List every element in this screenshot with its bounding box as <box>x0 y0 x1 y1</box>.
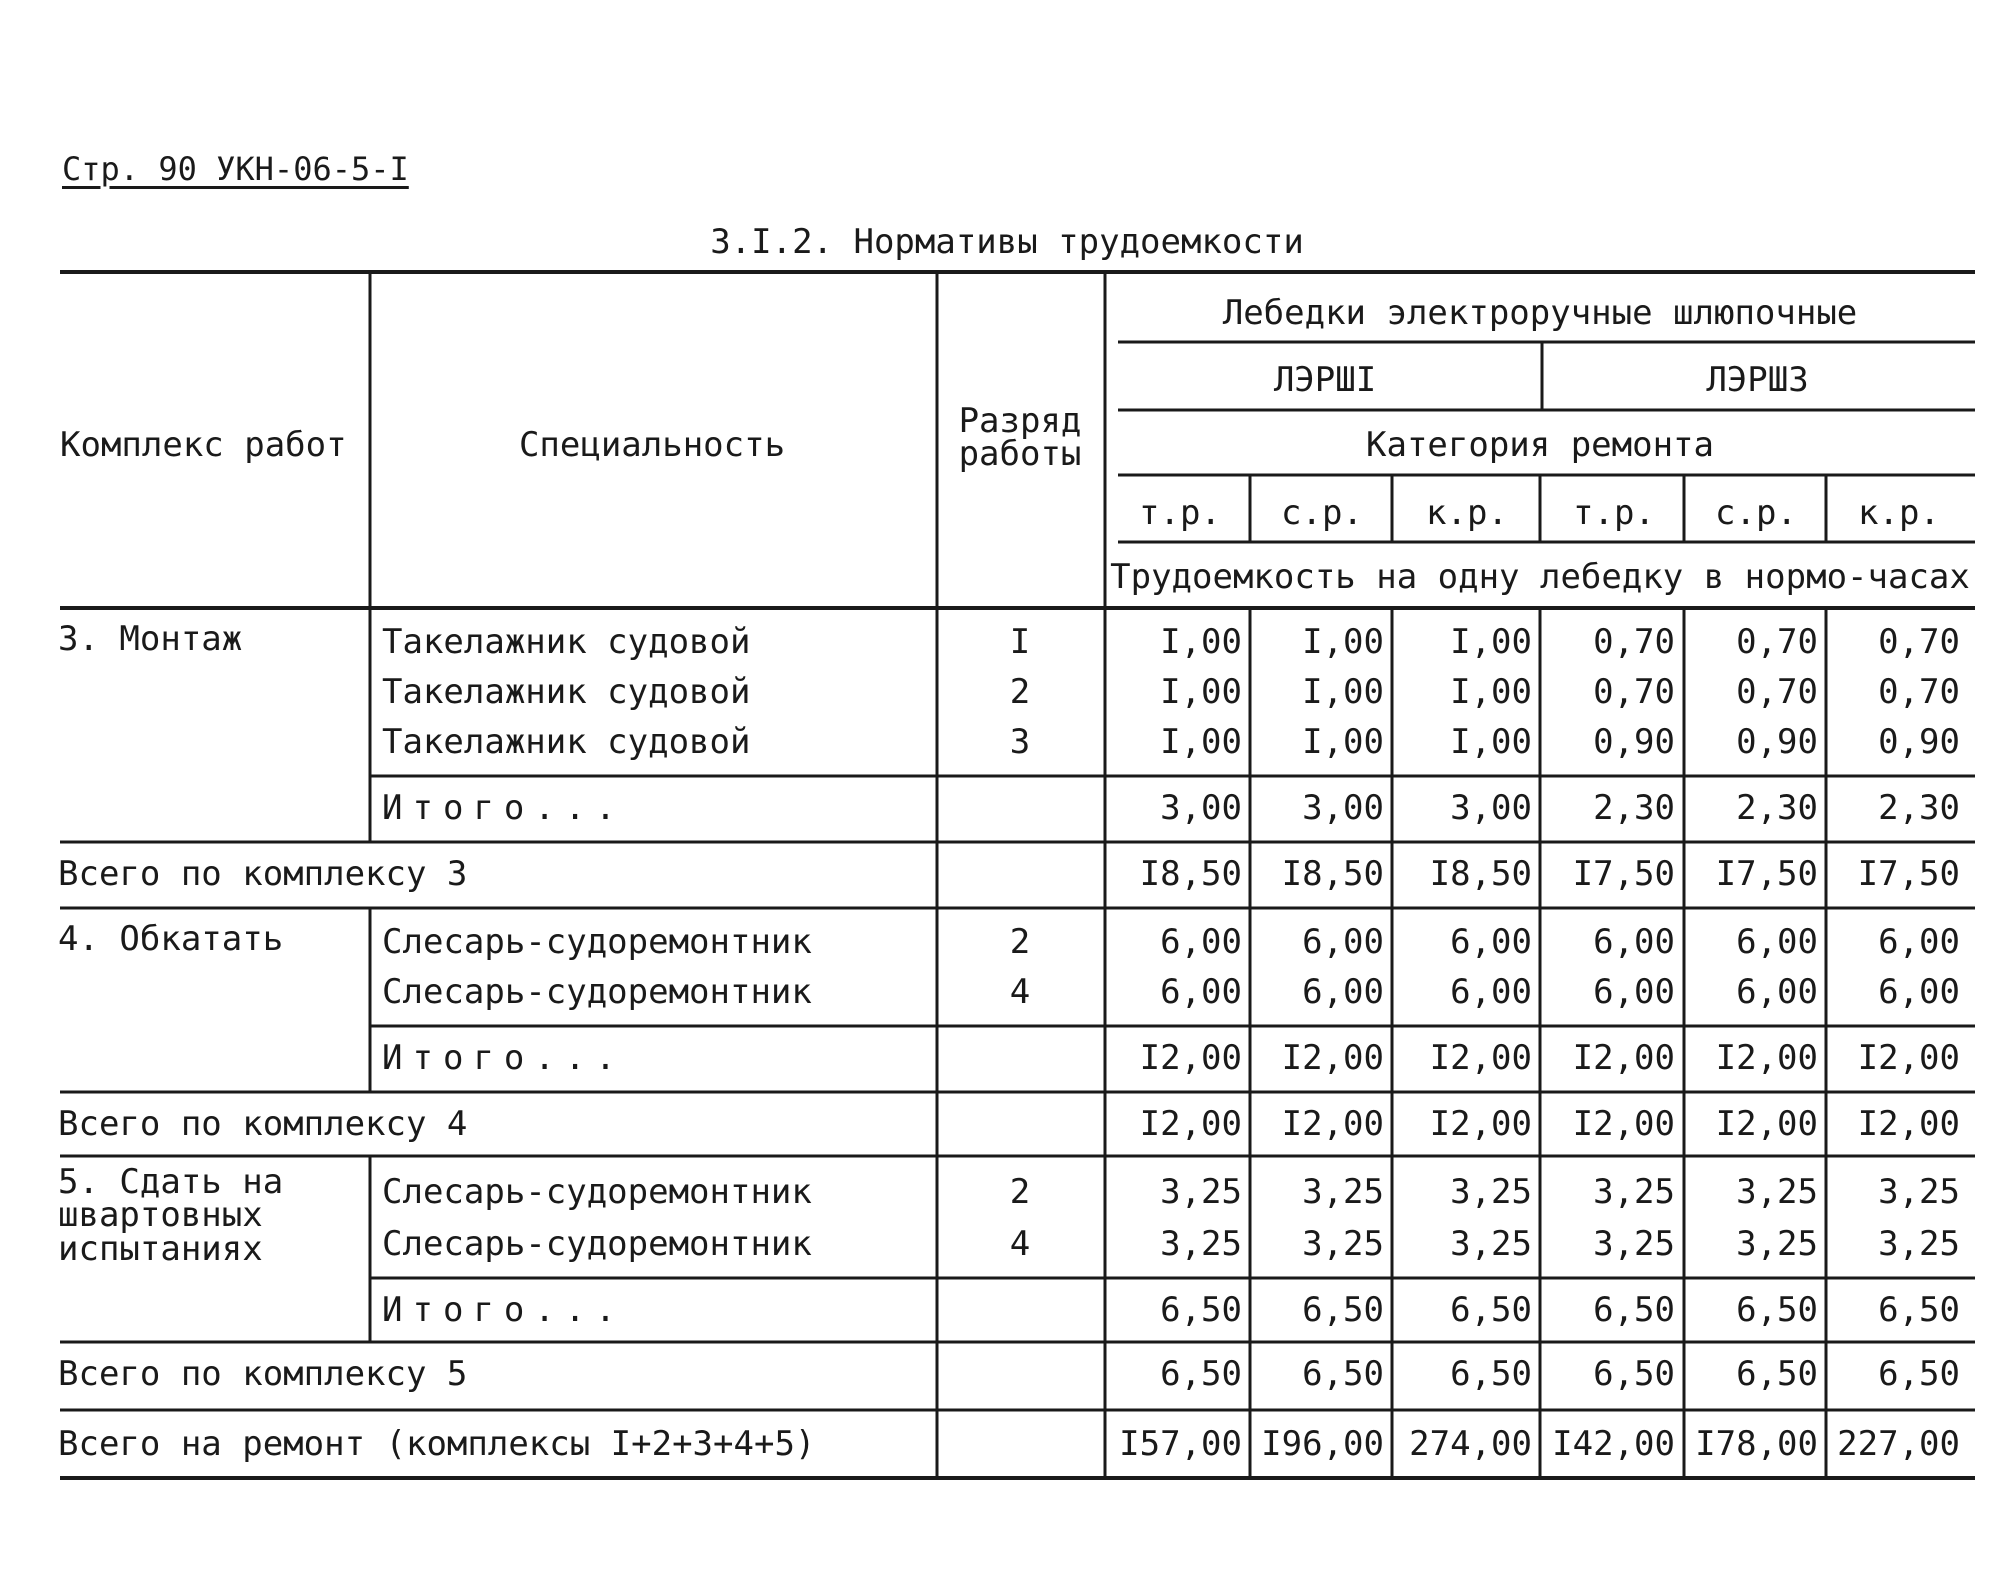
subtotal-value: 3,00 <box>1302 788 1384 828</box>
complex-total-value: I8,50 <box>1281 854 1384 894</box>
subtotal-value: I2,00 <box>1281 1038 1384 1078</box>
value-cell: I,00 <box>1302 672 1384 712</box>
grand-total-value: I78,00 <box>1695 1424 1818 1464</box>
value-cell: 0,70 <box>1736 622 1818 662</box>
subtotal-value: 2,30 <box>1593 788 1675 828</box>
value-cell: 6,00 <box>1878 922 1960 962</box>
subtotal-value: 6,50 <box>1302 1290 1384 1330</box>
value-cell: 3,25 <box>1160 1224 1242 1264</box>
grand-total-label: Всего на ремонт (комплексы I+2+3+4+5) <box>58 1424 816 1464</box>
complex-total-value: I2,00 <box>1139 1104 1242 1144</box>
complex-total-value: I7,50 <box>1572 854 1675 894</box>
subtotal-value: 3,00 <box>1160 788 1242 828</box>
specialty-cell: Слесарь-судоремонтник <box>382 1172 812 1212</box>
value-cell: 0,90 <box>1736 722 1818 762</box>
value-cell: 3,25 <box>1736 1224 1818 1264</box>
value-cell: I,00 <box>1450 672 1532 712</box>
grand-total-value: 227,00 <box>1837 1424 1960 1464</box>
value-cell: 0,70 <box>1593 672 1675 712</box>
value-cell: 3,25 <box>1450 1172 1532 1212</box>
value-cell: I,00 <box>1450 722 1532 762</box>
header-model-2: ЛЭРШ3 <box>1706 360 1809 400</box>
value-cell: 3,25 <box>1302 1172 1384 1212</box>
specialty-cell: Такелажник судовой <box>382 722 751 762</box>
value-cell: 6,00 <box>1878 972 1960 1012</box>
header-specialty: Специальность <box>518 425 786 465</box>
value-cell: 3,25 <box>1878 1172 1960 1212</box>
complex-total-value: I8,50 <box>1429 854 1532 894</box>
value-cell: 0,70 <box>1593 622 1675 662</box>
value-cell: I,00 <box>1450 622 1532 662</box>
complex-label: 4. Обкатать <box>58 919 284 959</box>
grade-cell: 2 <box>1009 1172 1031 1212</box>
value-cell: 3,25 <box>1160 1172 1242 1212</box>
value-cell: 3,25 <box>1736 1172 1818 1212</box>
header-cat-2: с.р. <box>1281 493 1363 533</box>
complex-total-label: Всего по комплексу 3 <box>58 854 468 894</box>
grand-total-value: 274,00 <box>1409 1424 1532 1464</box>
header-complex: Комплекс работ <box>60 425 347 465</box>
value-cell: 6,00 <box>1302 922 1384 962</box>
header-cat-3: к.р. <box>1426 493 1508 533</box>
value-cell: 6,00 <box>1736 922 1818 962</box>
header-model-1: ЛЭРШI <box>1273 360 1377 400</box>
subtotal-value: I2,00 <box>1715 1038 1818 1078</box>
table-title: 3.I.2. Нормативы трудоемкости <box>710 222 1304 262</box>
specialty-cell: Слесарь-судоремонтник <box>382 922 812 962</box>
grade-cell: 3 <box>1009 722 1031 762</box>
specialty-cell: Слесарь-судоремонтник <box>382 972 812 1012</box>
value-cell: 0,70 <box>1878 672 1960 712</box>
header-category: Категория ремонта <box>1366 425 1714 465</box>
value-cell: I,00 <box>1160 672 1242 712</box>
subtotal-value: 2,30 <box>1878 788 1960 828</box>
complex-total-value: 6,50 <box>1593 1354 1675 1394</box>
value-cell: 6,00 <box>1160 972 1242 1012</box>
subtotal-value: 6,50 <box>1160 1290 1242 1330</box>
complex-total-value: 6,50 <box>1450 1354 1532 1394</box>
specialty-cell: Такелажник судовой <box>382 622 751 662</box>
complex-total-value: 6,50 <box>1302 1354 1384 1394</box>
value-cell: I,00 <box>1160 722 1242 762</box>
specialty-cell: Такелажник судовой <box>382 672 751 712</box>
value-cell: 3,25 <box>1302 1224 1384 1264</box>
complex-total-value: I7,50 <box>1715 854 1818 894</box>
value-cell: I,00 <box>1302 622 1384 662</box>
complex-total-label: Всего по комплексу 4 <box>58 1104 468 1144</box>
value-cell: 3,25 <box>1878 1224 1960 1264</box>
value-cell: 6,00 <box>1593 972 1675 1012</box>
value-cell: 6,00 <box>1450 972 1532 1012</box>
value-cell: I,00 <box>1302 722 1384 762</box>
value-cell: 3,25 <box>1450 1224 1532 1264</box>
grade-cell: 4 <box>1009 1224 1031 1264</box>
grade-cell: 2 <box>1009 922 1031 962</box>
value-cell: 0,90 <box>1878 722 1960 762</box>
complex-total-value: I2,00 <box>1572 1104 1675 1144</box>
value-cell: 6,00 <box>1593 922 1675 962</box>
complex-total-value: I2,00 <box>1429 1104 1532 1144</box>
complex-total-value: I2,00 <box>1281 1104 1384 1144</box>
grand-total-value: I42,00 <box>1552 1424 1675 1464</box>
complex-total-value: 6,50 <box>1736 1354 1818 1394</box>
value-cell: 0,70 <box>1878 622 1960 662</box>
value-cell: 6,00 <box>1302 972 1384 1012</box>
page-reference: Стр. 90 УКН-06-5-I <box>62 150 409 188</box>
subtotal-label: Итого... <box>382 1290 626 1330</box>
complex-label: 3. Монтаж <box>58 619 243 659</box>
grand-total-value: I57,00 <box>1119 1424 1242 1464</box>
value-cell: 0,70 <box>1736 672 1818 712</box>
subtotal-value: 2,30 <box>1736 788 1818 828</box>
header-group: Лебедки электроручные шлюпочные <box>1222 293 1858 333</box>
value-cell: 0,90 <box>1593 722 1675 762</box>
subtotal-label: Итого... <box>382 788 626 828</box>
subtotal-value: 6,50 <box>1450 1290 1532 1330</box>
subtotal-value: 6,50 <box>1878 1290 1960 1330</box>
complex-label: 5. Сдать на швартовных испытаниях <box>58 1162 284 1269</box>
grand-total-value: I96,00 <box>1261 1424 1384 1464</box>
value-cell: 6,00 <box>1736 972 1818 1012</box>
subtotal-label: Итого... <box>382 1038 626 1078</box>
complex-total-value: I7,50 <box>1857 854 1960 894</box>
subtotal-value: I2,00 <box>1572 1038 1675 1078</box>
header-unit: Трудоемкость на одну лебедку в нормо-часах <box>1110 557 1970 597</box>
complex-total-value: 6,50 <box>1878 1354 1960 1394</box>
value-cell: 6,00 <box>1160 922 1242 962</box>
subtotal-value: I2,00 <box>1857 1038 1960 1078</box>
header-cat-1: т.р. <box>1139 493 1221 533</box>
header-cat-6: к.р. <box>1858 493 1940 533</box>
complex-total-label: Всего по комплексу 5 <box>58 1354 468 1394</box>
grade-cell: 2 <box>1009 672 1031 712</box>
value-cell: 3,25 <box>1593 1224 1675 1264</box>
value-cell: I,00 <box>1160 622 1242 662</box>
complex-total-value: 6,50 <box>1160 1354 1242 1394</box>
subtotal-value: 6,50 <box>1736 1290 1818 1330</box>
subtotal-value: 6,50 <box>1593 1290 1675 1330</box>
header-cat-5: с.р. <box>1715 493 1797 533</box>
subtotal-value: I2,00 <box>1429 1038 1532 1078</box>
subtotal-value: I2,00 <box>1139 1038 1242 1078</box>
specialty-cell: Слесарь-судоремонтник <box>382 1224 812 1264</box>
complex-total-value: I8,50 <box>1139 854 1242 894</box>
grade-cell: 4 <box>1009 972 1031 1012</box>
header-cat-4: т.р. <box>1573 493 1655 533</box>
subtotal-value: 3,00 <box>1450 788 1532 828</box>
grade-cell: I <box>1009 622 1031 662</box>
header-grade: Разряд работы <box>958 401 1082 475</box>
value-cell: 6,00 <box>1450 922 1532 962</box>
value-cell: 3,25 <box>1593 1172 1675 1212</box>
complex-total-value: I2,00 <box>1857 1104 1960 1144</box>
complex-total-value: I2,00 <box>1715 1104 1818 1144</box>
